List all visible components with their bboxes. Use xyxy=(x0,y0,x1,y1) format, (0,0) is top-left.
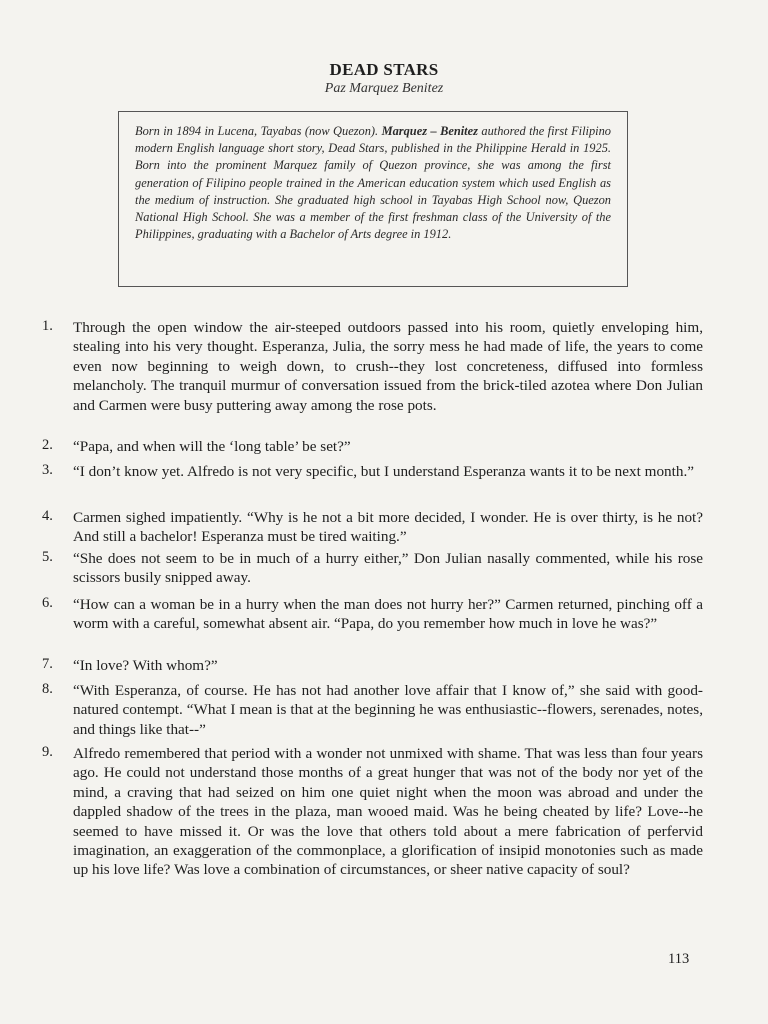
paragraph-text: “How can a woman be in a hurry when the man does not hurry her?” Carmen returned, pinching off a worm with a careful, somewhat absent air. “Papa, do you remember how much in love he was?” xyxy=(73,596,703,633)
paragraph-text: “In love? With whom?” xyxy=(73,657,218,674)
paragraph-text: “She does not seem to be in much of a hurry either,” Don Julian nasally commented, while his rose scissors busily snipped away. xyxy=(73,550,703,587)
paragraph-text: “I don’t know yet. Alfredo is not very specific, but I understand Esperanza wants it to be next month.” xyxy=(73,463,694,480)
author-bio-box xyxy=(118,111,628,287)
paragraph-number: 2. xyxy=(42,437,53,453)
page-number: 113 xyxy=(668,951,690,967)
paragraph-number: 7. xyxy=(42,656,53,672)
paragraph-number: 9. xyxy=(42,744,53,760)
paragraph-number: 6. xyxy=(42,595,53,611)
paragraph-number: 1. xyxy=(42,318,53,334)
bio-text-rest: authored the first Filipino modern English language short story, Dead Stars, published in the Philippine Herald in 1925. Born into the prominent Marquez family of Quezon province, she was among the first generation of Filipino people trained in the American education system which used English as the medium of instruction. She graduated high school in Tayabas High School now, Quezon National High School. She was a member of the first freshman class of the University of the Philippines, graduating with a Bachelor of Arts degree in 1912. xyxy=(135,124,611,242)
paragraph-number: 3. xyxy=(42,462,53,478)
paragraph-text: Alfredo remembered that period with a wonder not unmixed with shame. That was less than four years ago. He could not understand those months of a great hunger that was not of the body nor yet of the mind, a craving that had seized on him one quiet night when the moon was abroad and under the dappled shadow of the trees in the plaza, man wooed maid. Was he being cheated by life? Love--he seemed to have missed it. Or was the love that others told about a mere fabrication of perfervid imagination, an exaggeration of the commonplace, a glorification of insipid monotonies such as made up his love life? Was love a combination of circumstances, or sheer native capacity of soul? xyxy=(73,745,703,879)
paragraph-number: 4. xyxy=(42,508,53,524)
story-title: DEAD STARS xyxy=(329,60,439,79)
paragraph-number: 5. xyxy=(42,549,53,565)
paragraph-text: “With Esperanza, of course. He has not had another love affair that I know of,” she said with good-natured contempt. “What I mean is that at the beginning he was enthusiastic--flowers, serenades, notes, and things like that--” xyxy=(73,682,703,738)
bio-author-bold: Marquez – Benitez xyxy=(381,124,478,138)
paragraph-text: “Papa, and when will the ‘long table’ be set?” xyxy=(73,438,351,455)
paragraph-number: 8. xyxy=(42,681,53,697)
bio-text-start: Born in 1894 in Lucena, Tayabas (now Quezon). xyxy=(135,124,382,138)
paragraph-text: Carmen sighed impatiently. “Why is he not a bit more decided, I wonder. He is over thirty, is he not? And still a bachelor! Esperanza must be tired waiting.” xyxy=(73,509,703,546)
paragraph-text: Through the open window the air-steeped outdoors passed into his room, quietly enveloping him, stealing into his very thought. Esperanza, Julia, the sorry mess he had made of life, the years to come even now beginning to weigh down, to crush--they lost concreteness, diffused into formless melancholy. The tranquil murmur of conversation issued from the brick-tiled azotea where Don Julian and Carmen were busy puttering away among the rose pots. xyxy=(73,319,703,414)
author-name: Paz Marquez Benitez xyxy=(324,81,444,96)
